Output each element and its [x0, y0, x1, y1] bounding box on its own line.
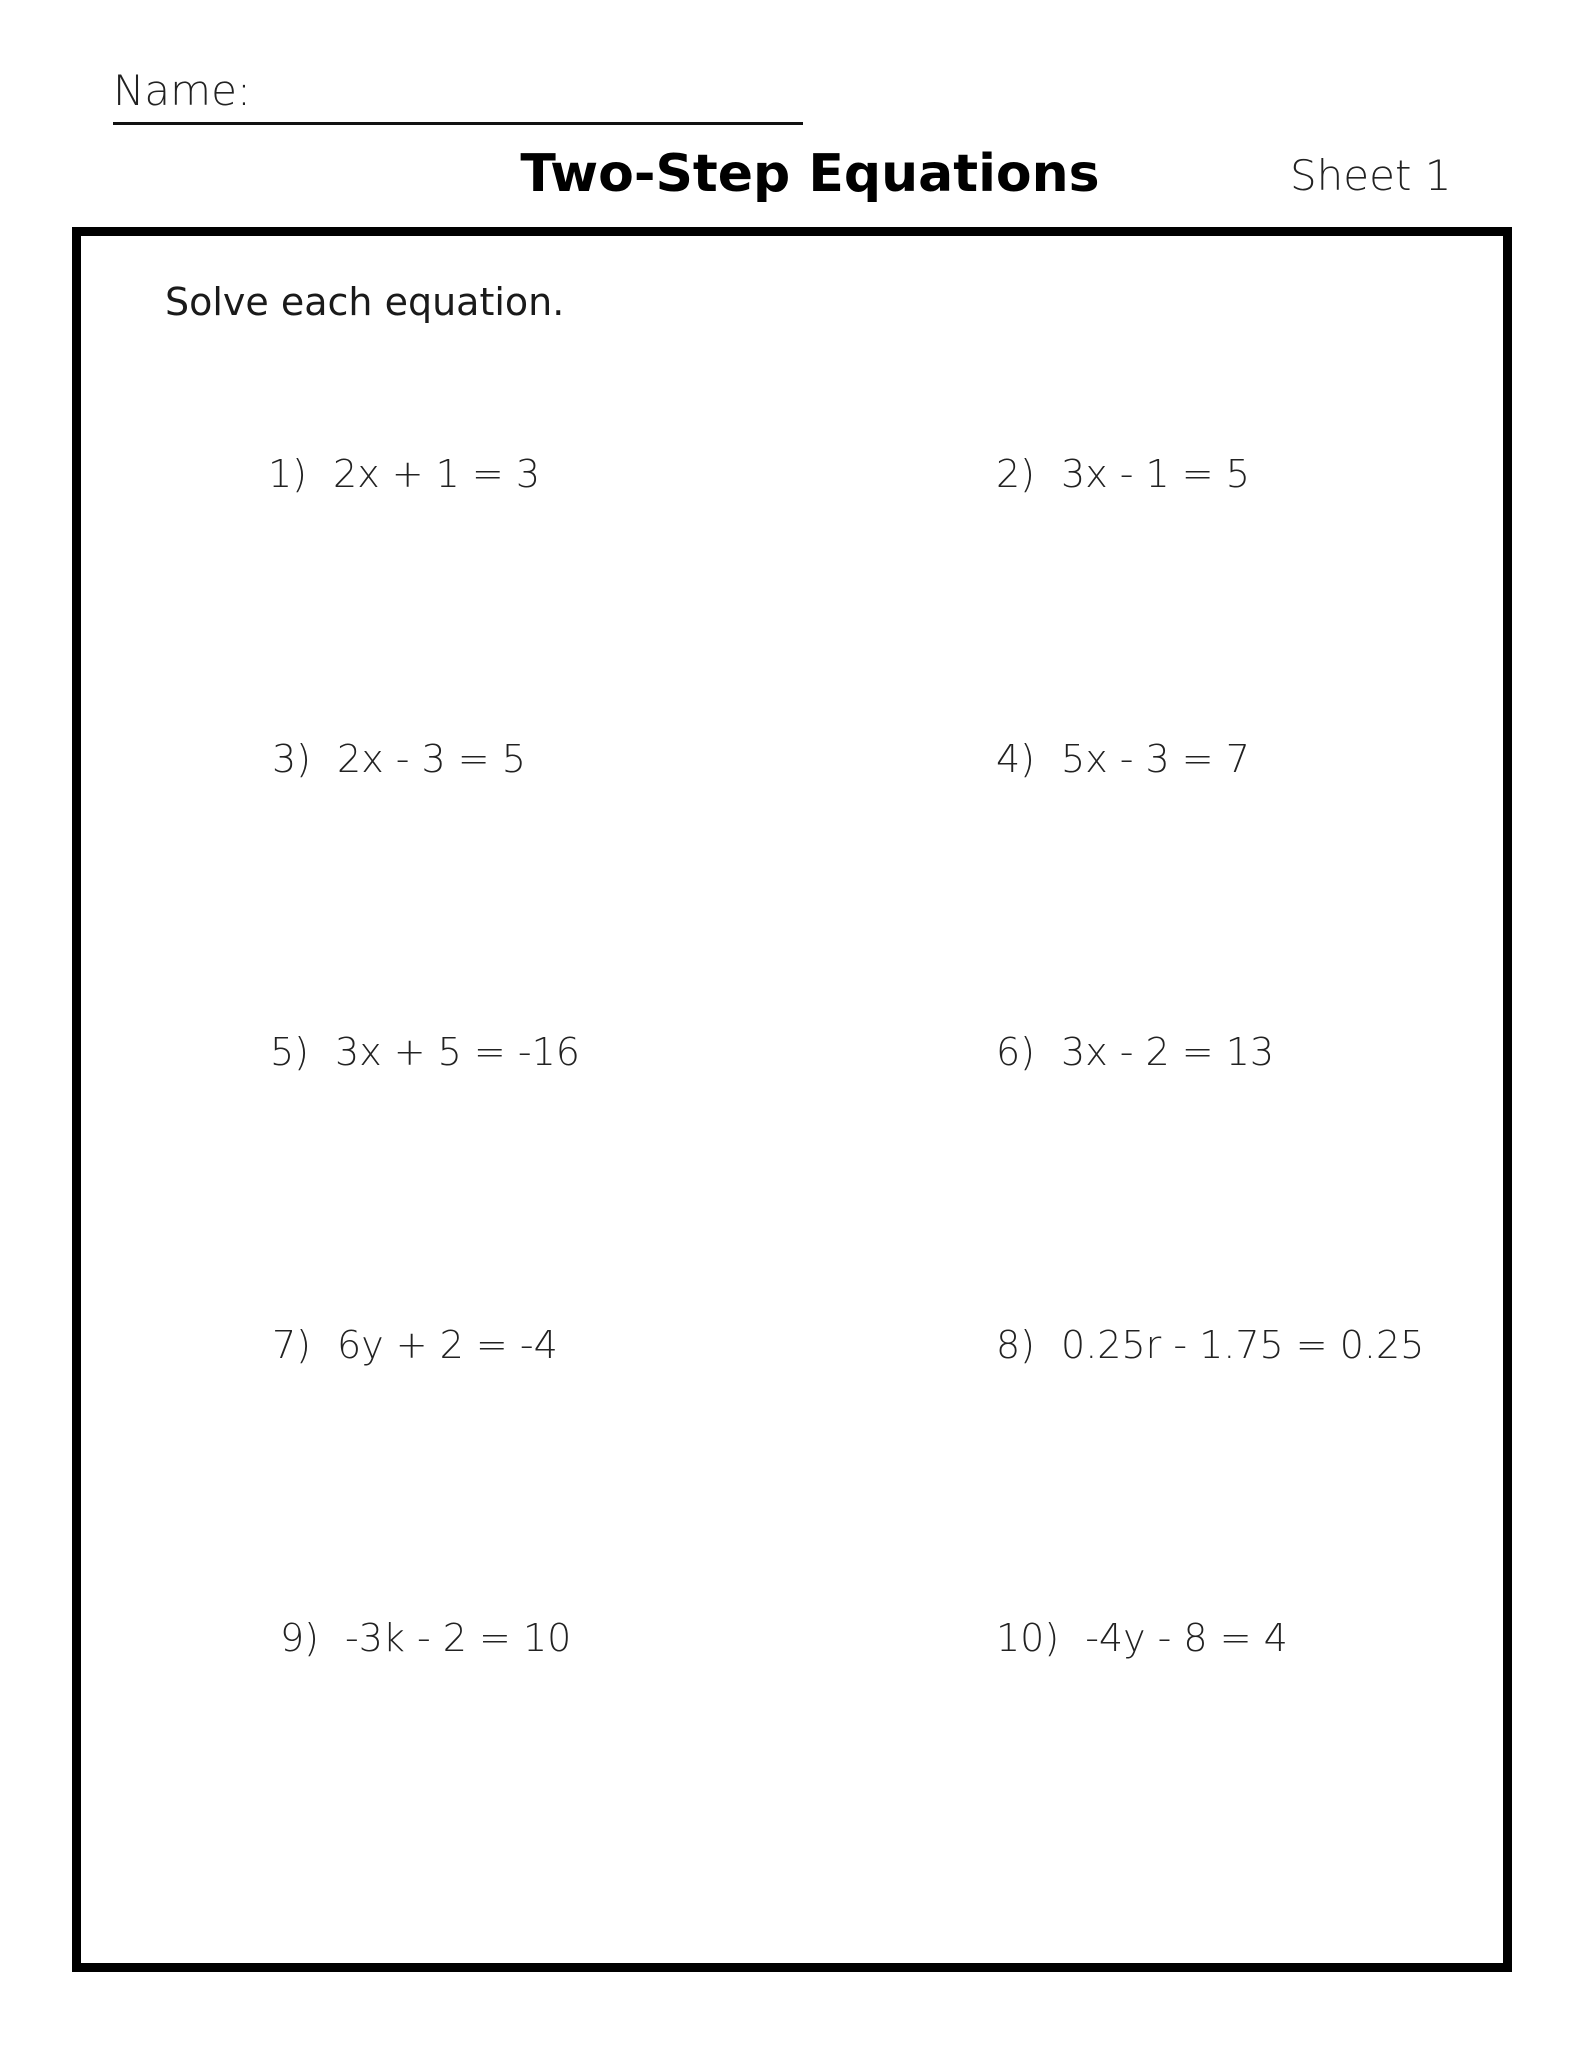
problem-1	[268, 452, 541, 496]
problem-equation: 3x + 5 = -16	[335, 1030, 580, 1074]
sheet-label: Sheet 1	[1290, 151, 1452, 200]
problem-equation: -3k - 2 = 10	[345, 1616, 572, 1660]
problem-equation: 5x - 3 = 7	[1061, 737, 1250, 781]
problem-7	[272, 1323, 558, 1367]
problem-equation: 0.25r - 1.75 = 0.25	[1061, 1323, 1425, 1367]
instructions: Solve each equation.	[165, 280, 565, 324]
problem-equation: 2x + 1 = 3	[333, 452, 541, 496]
page-title: Two-Step Equations	[520, 144, 1100, 204]
problem-number: 6)	[996, 1030, 1036, 1074]
problem-2	[996, 452, 1250, 496]
problem-8	[996, 1323, 1425, 1367]
problem-number: 5)	[270, 1030, 310, 1074]
problem-equation: 3x - 2 = 13	[1061, 1030, 1275, 1074]
problem-9	[280, 1616, 572, 1660]
problem-4	[996, 737, 1250, 781]
name-field-line[interactable]	[113, 122, 803, 125]
name-label: Name:	[113, 66, 252, 115]
problem-number: 1)	[268, 452, 308, 496]
problem-equation: 3x - 1 = 5	[1061, 452, 1250, 496]
problem-equation: 2x - 3 = 5	[337, 737, 526, 781]
problem-number: 8)	[996, 1323, 1036, 1367]
problem-number: 9)	[280, 1616, 320, 1660]
problem-number: 2)	[996, 452, 1036, 496]
problem-3	[272, 737, 526, 781]
problem-equation: 6y + 2 = -4	[337, 1323, 558, 1367]
problem-number: 10)	[996, 1616, 1060, 1660]
problem-equation: -4y - 8 = 4	[1085, 1616, 1288, 1660]
problem-10	[996, 1616, 1288, 1660]
problem-number: 3)	[272, 737, 312, 781]
problem-5	[270, 1030, 580, 1074]
problem-6	[996, 1030, 1275, 1074]
problem-number: 4)	[996, 737, 1036, 781]
problem-number: 7)	[272, 1323, 312, 1367]
